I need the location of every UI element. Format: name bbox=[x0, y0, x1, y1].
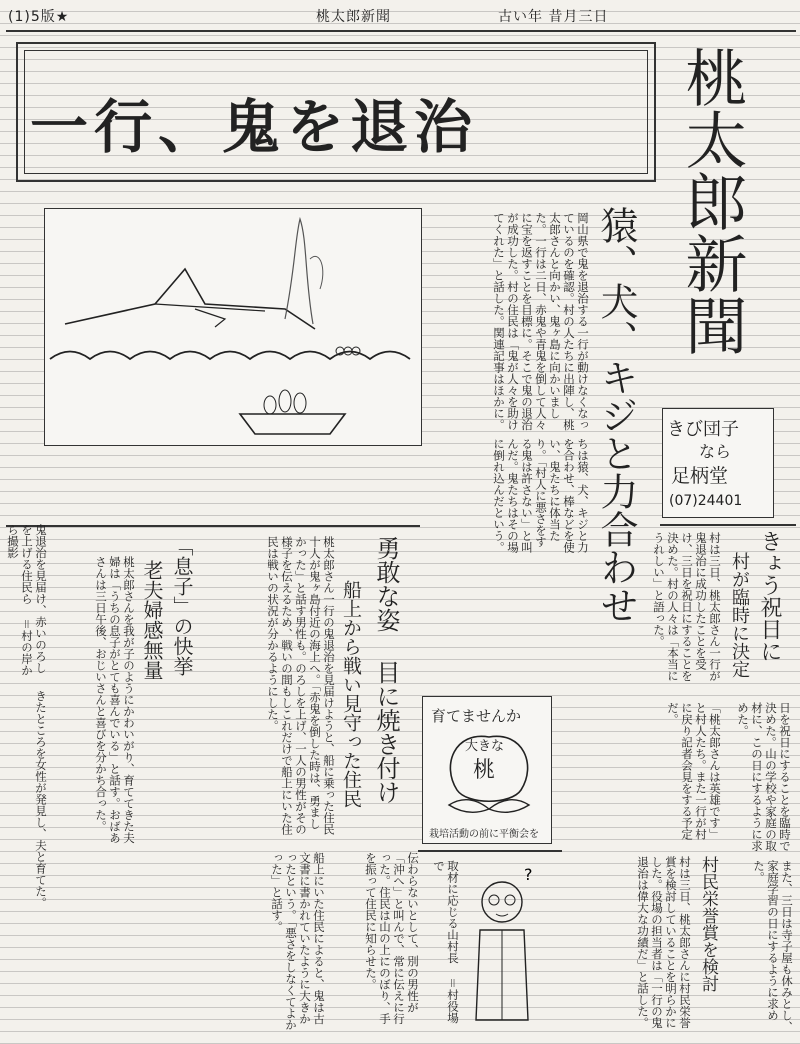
passengers-icon bbox=[264, 390, 306, 414]
headline-box bbox=[16, 42, 656, 182]
bottom-text-a: 伝わらないとして、別の男性が「沖へ」と叫んで、常に伝えに行った。住民は山の上にのぼり、手を振って住民に知らせた。 bbox=[364, 852, 420, 1025]
main-article-text: 岡山県で鬼を退治する一行が動けなくなっているのを確認。村の人たちに出陣し、桃太郎さんと向かい、鬼ヶ島に向かいました。一行は二日、赤鬼や青鬼を倒して人々に宝を返すことを目標に。そこで鬼の退治が成功した。村の住民は「鬼が人々を助けてくれた」と話した。関連記事はほかに。 bbox=[492, 212, 590, 431]
date-label: 古い年 昔月三日 bbox=[498, 9, 609, 25]
boat-icon bbox=[240, 414, 345, 434]
holiday-text: 村は三日、桃太郎さん一行が鬼退治に成功したことを受け、三日を祝日にすることを決めた。村の人々は「本当にうれしい」と語った。 bbox=[652, 532, 722, 682]
vertical-title: 桃太郎新聞 bbox=[675, 46, 748, 356]
mayor-portrait bbox=[462, 860, 552, 1030]
feature-text: 桃太郎さん一行の鬼退治を見届けようと、船に乗った住民十人が鬼ヶ島付近の海上へ。「赤鬼を倒した時は、勇ましかった」と話す男性も。のろしを上げ、一人の男性がその様子を伝えるため、戦いの間もしこれだけで船上にいた住民は戦いの状況が分かるようにした。 bbox=[266, 536, 336, 835]
illustration-frame bbox=[44, 208, 422, 446]
left-headline: 「息子」の快挙 bbox=[170, 536, 194, 676]
peach-label-main: 桃 bbox=[473, 758, 496, 783]
main-subhead: 猿、犬、キジと力合わせ bbox=[594, 206, 638, 624]
paper-name-header: 桃太郎新聞 bbox=[316, 9, 391, 25]
kibidango-ad bbox=[662, 408, 774, 518]
peach-ad-title: 育てませんか bbox=[431, 707, 522, 725]
award-text: 村は三日、桃太郎さんに村民栄誉賞を検討していることを明らかにした。役場の担当者は「一行の鬼退治は偉大な功績だ」と話した。 bbox=[636, 856, 692, 1029]
main-article-text-2: ちは猿、犬、キジと力を合わせ、棒などを使い、鬼たちに体当たり。「村人に悪さをする鬼は許さない」と叫んだ。鬼たちはその場に倒れ込んだという。 bbox=[492, 438, 590, 553]
peach-ad bbox=[422, 696, 552, 844]
left-text: 桃太郎さんを我が子のようにかわいがり、育ててきた夫婦は「うちの息子がとても喜んでいる」と話す。おばあさんは三日午後、おじいさんと喜びを分かち合った。 bbox=[94, 556, 136, 844]
ad-phone: (07)24401 bbox=[669, 493, 743, 509]
holiday-subhead: 村が臨時に決定 bbox=[729, 552, 750, 678]
ad-line2: なら bbox=[699, 442, 732, 461]
mountain-icon bbox=[65, 269, 315, 329]
left-subhead: 老夫婦感無量 bbox=[140, 560, 164, 680]
main-headline: 一行、鬼を退治 bbox=[30, 93, 479, 161]
peach-label-top: 大きな bbox=[465, 739, 505, 754]
ad-line3: 足柄堂 bbox=[671, 465, 729, 487]
smoke-icon bbox=[285, 219, 313, 324]
bottom-text-c: きたところを女性が発見し、夫と育てた。 bbox=[34, 690, 48, 909]
peach-ad-footer: 栽培活動の前に平衡会を bbox=[429, 829, 539, 840]
interview-caption: 取材に応じる山村長 ＝村役場で bbox=[432, 860, 460, 1024]
island-boat-illustration bbox=[45, 209, 420, 444]
ad-line1: きび団子 bbox=[667, 419, 739, 440]
award-text-2: 「桃太郎さんは英雄です」と村人たち。また一行が村に戻り記者会見をする予定だ。 bbox=[666, 702, 722, 840]
edition-label: (1)5版★ bbox=[8, 9, 70, 25]
award-headline: 村民栄誉賞を検討 bbox=[698, 856, 718, 992]
top-rule bbox=[6, 30, 796, 32]
question-mark: ? bbox=[524, 865, 533, 884]
feature-headline: 勇敢な姿 目に焼き付け bbox=[372, 536, 400, 804]
holiday-text-2: 日を祝日にすることを臨時で決めた。山の学校や家庭の取材に、この日にするように求めた。 bbox=[736, 702, 792, 852]
holiday-text-3: また、三日は寺子屋も休みとし、家庭学習の日にするように求めた。 bbox=[752, 860, 794, 1033]
left-caption: 鬼退治を見届け、赤いのろしを上げる住民ら ＝村の岸から撮影 bbox=[6, 524, 48, 676]
holiday-headline: きょう祝日に bbox=[757, 530, 782, 662]
feature-subhead: 船上から戦い見守った住民 bbox=[340, 580, 362, 808]
bottom-text-b: 船上にいた住民によると、鬼は古文書に書かれていたように大きかったという。「悪さをしなくてよかった」と話す。 bbox=[270, 852, 326, 1031]
